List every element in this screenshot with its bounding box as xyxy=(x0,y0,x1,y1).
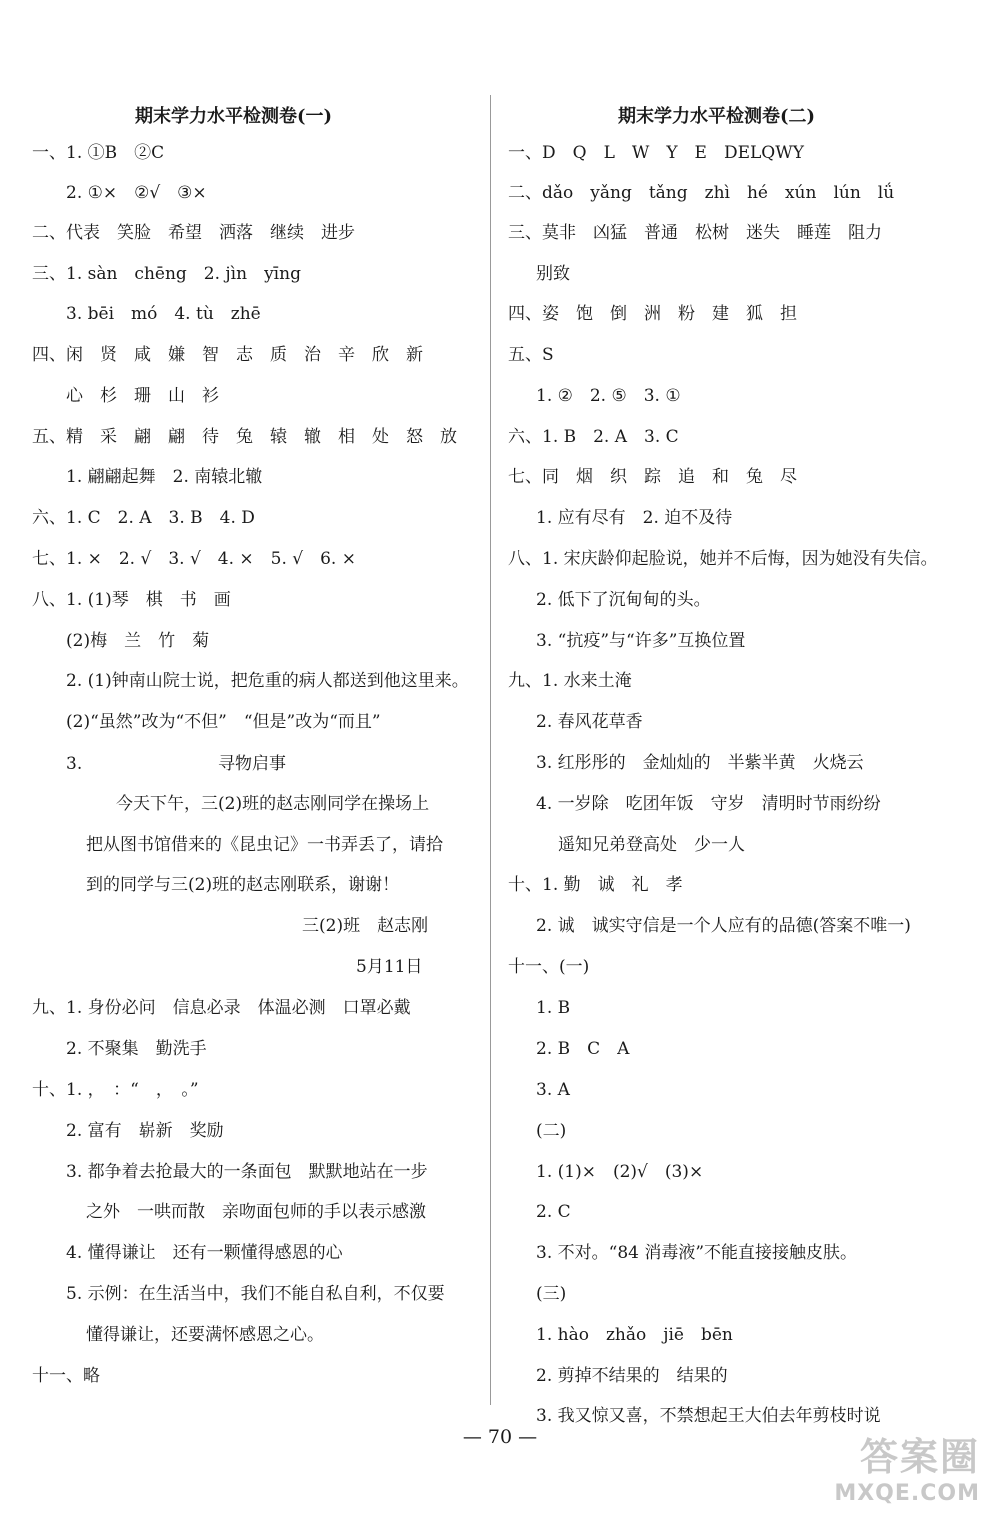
left-title: 期末学力水平检测卷(一) xyxy=(135,106,333,127)
left-line: 十、1. ， ：“ ， 。” xyxy=(32,1080,199,1100)
right-line: 3. 我又惊又喜，不禁想起王大伯去年剪枝时说 xyxy=(536,1406,881,1426)
right-line: 1. ② 2. ⑤ 3. ① xyxy=(536,386,681,406)
right-line: 别致 xyxy=(536,264,570,284)
watermark-url: MXQE.COM xyxy=(834,1481,980,1506)
left-line: 一、1. ①B ②C xyxy=(32,143,165,163)
left-line: 5. 示例：在生活当中，我们不能自私自利，不仅要 xyxy=(66,1284,445,1304)
right-line: 3. 不对。“84 消毒液”不能直接接触皮肤。 xyxy=(536,1243,858,1263)
left-line: 二、代表 笑脸 希望 洒落 继续 进步 xyxy=(32,223,355,243)
right-line: 十一、(一) xyxy=(508,957,590,977)
right-line: 1. (1)× (2)√ (3)× xyxy=(536,1162,704,1182)
left-line: 六、1. C 2. A 3. B 4. D xyxy=(32,508,255,528)
right-line: 二、dǎo yǎng tǎng zhì hé xún lún lǘ xyxy=(508,183,895,203)
left-line: 懂得谦让，还要满怀感恩之心。 xyxy=(86,1325,324,1345)
right-line: 3. A xyxy=(536,1080,570,1100)
left-line: (2)“虽然”改为“不但” “但是”改为“而且” xyxy=(66,712,381,732)
left-line: 七、1. × 2. √ 3. √ 4. × 5. √ 6. × xyxy=(32,549,356,569)
right-line: 十、1. 勤 诚 礼 孝 xyxy=(508,875,683,895)
left-line: 今天下午，三(2)班的赵志刚同学在操场上 xyxy=(116,794,430,814)
right-line: 六、1. B 2. A 3. C xyxy=(508,427,679,447)
left-line: 到的同学与三(2)班的赵志刚联系，谢谢！ xyxy=(86,875,400,895)
right-line: 八、1. 宋庆龄仰起脸说，她并不后悔，因为她没有失信。 xyxy=(508,549,938,569)
left-line: 3. bēi mó 4. tù zhē xyxy=(66,304,261,324)
left-line: 2. ①× ②√ ③× xyxy=(66,183,207,203)
right-line: 四、姿 饱 倒 洲 粉 建 狐 担 xyxy=(508,304,797,324)
right-line: (三) xyxy=(536,1284,567,1304)
right-line: (二) xyxy=(536,1121,567,1141)
right-line: 4. 一岁除 吃团年饭 守岁 清明时节雨纷纷 xyxy=(536,794,881,814)
watermark-title: 答案圈 xyxy=(859,1435,980,1479)
column-divider xyxy=(490,95,491,1405)
left-line: 4. 懂得谦让 还有一颗懂得感恩的心 xyxy=(66,1243,343,1263)
right-line: 3. “抗疫”与“许多”互换位置 xyxy=(536,631,746,651)
left-line: 三、1. sàn chēng 2. jìn yīng xyxy=(32,264,301,284)
right-line: 九、1. 水来土淹 xyxy=(508,671,632,691)
left-line: 1. 翩翩起舞 2. 南辕北辙 xyxy=(66,467,263,487)
left-line: 八、1. (1)琴 棋 书 画 xyxy=(32,590,231,610)
notice-heading: 寻物启事 xyxy=(218,754,286,774)
notice-signature: 三(2)班 赵志刚 xyxy=(302,916,429,936)
right-line: 七、同 烟 织 踪 追 和 兔 尽 xyxy=(508,467,797,487)
right-line: 2. 低下了沉甸甸的头。 xyxy=(536,590,711,610)
right-line: 1. 应有尽有 2. 迫不及待 xyxy=(536,508,733,528)
left-line: 九、1. 身份必问 信息必录 体温必测 口罩必戴 xyxy=(32,998,411,1018)
left-line: 十一、略 xyxy=(32,1366,100,1386)
right-line: 遥知兄弟登高处 少一人 xyxy=(558,835,745,855)
left-line: 3. xyxy=(66,754,83,774)
left-line: 2. (1)钟南山院士说，把危重的病人都送到他这里来。 xyxy=(66,671,469,691)
left-line: 之外 一哄而散 亲吻面包师的手以表示感激 xyxy=(86,1202,426,1222)
right-title: 期末学力水平检测卷(二) xyxy=(618,106,816,127)
right-line: 2. 春风花草香 xyxy=(536,712,643,732)
right-line: 五、S xyxy=(508,345,554,365)
right-line: 2. C xyxy=(536,1202,571,1222)
right-line: 1. hào zhǎo jiē bēn xyxy=(536,1325,733,1345)
page-number: — 70 — xyxy=(462,1426,538,1448)
notice-date: 5月11日 xyxy=(356,957,423,977)
left-line: 五、精 采 翩 翩 待 兔 辕 辙 相 处 怒 放 xyxy=(32,427,457,447)
left-line: 2. 富有 崭新 奖励 xyxy=(66,1121,224,1141)
watermark-logo xyxy=(834,1426,980,1506)
left-line: 3. 都争着去抢最大的一条面包 默默地站在一步 xyxy=(66,1162,428,1182)
left-line: 四、闲 贤 咸 嫌 智 志 质 治 辛 欣 新 xyxy=(32,345,423,365)
left-line: 把从图书馆借来的《昆虫记》一书弄丢了，请拾 xyxy=(86,835,443,855)
right-line: 1. B xyxy=(536,998,571,1018)
right-line: 2. 诚 诚实守信是一个人应有的品德(答案不唯一) xyxy=(536,916,911,936)
right-line: 三、莫非 凶猛 普通 松树 迷失 睡莲 阻力 xyxy=(508,223,882,243)
left-line: 2. 不聚集 勤洗手 xyxy=(66,1039,207,1059)
right-line: 3. 红彤彤的 金灿灿的 半紫半黄 火烧云 xyxy=(536,753,864,773)
right-line: 一、D Q L W Y E DELQWY xyxy=(508,143,804,163)
right-line: 2. B C A xyxy=(536,1039,630,1059)
right-line: 2. 剪掉不结果的 结果的 xyxy=(536,1366,728,1386)
left-line: (2)梅 兰 竹 菊 xyxy=(66,631,210,651)
left-line: 心 杉 珊 山 衫 xyxy=(66,386,219,406)
